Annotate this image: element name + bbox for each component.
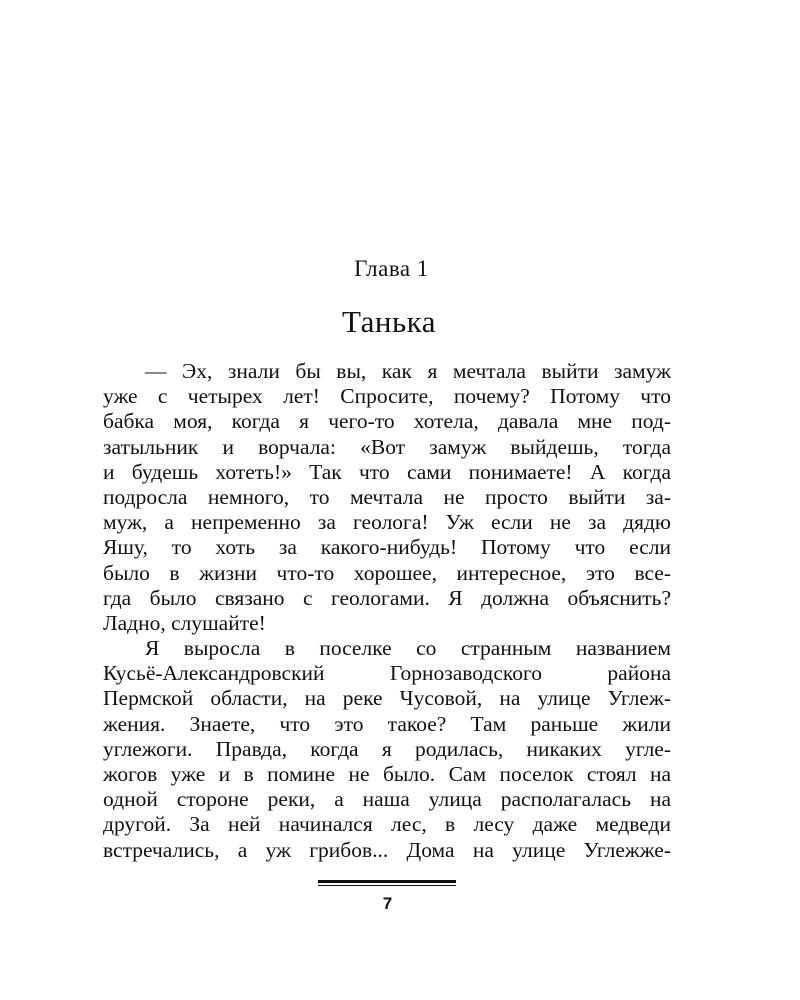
text-line: встречались, а уж грибов... Дома на улице Углежже- <box>103 837 671 862</box>
footer-rule <box>318 880 456 886</box>
text-line: подросла немного, то мечтала не просто выйти за- <box>103 484 671 509</box>
text-line: гда было связано с геологами. Я должна объяснить? <box>103 585 671 610</box>
text-line: Ладно, слушайте! <box>103 610 266 635</box>
text-line: Яшу, то хоть за какого-нибудь! Потому что если <box>103 535 671 560</box>
text-line: и будешь хотеть!» Так что сами понимаете! А когда <box>103 459 671 484</box>
text-line: — Эх, знали бы вы, как я мечтала выйти замуж <box>145 359 671 383</box>
text-line: другой. За ней начинался лес, в лесу даже медведи <box>103 812 671 837</box>
footer-rule-thick <box>318 880 456 883</box>
text-line: бабка моя, когда я чего-то хотела, давала мне под- <box>103 409 671 434</box>
text-line: уже с четырех лет! Спросите, почему? Потому что <box>103 384 671 409</box>
text-line: муж, а непременно за геолога! Уж если не за дядю <box>103 510 671 535</box>
text-line: Я выросла в поселке со странным названием <box>145 636 671 661</box>
text-line: затыльник и ворчала: «Вот замуж выйдешь, тогда <box>103 434 671 459</box>
text-line: одной стороне реки, а наша улица располагалась на <box>103 787 671 812</box>
text-line: жения. Знаете, что это такое? Там раньше жили <box>103 711 671 736</box>
text-line: Кусьё-Александровский Горнозаводского района <box>103 661 671 686</box>
footer-rule-thin <box>318 885 456 886</box>
chapter-label: Глава 1 <box>354 256 429 281</box>
page-number: 7 <box>382 894 393 913</box>
text-line: углежоги. Правда, когда я родилась, никаких угле- <box>103 736 671 761</box>
text-line: Пермской области, на реке Чусовой, на улице Углеж- <box>103 686 671 711</box>
text-line: жогов уже и в помине не было. Сам поселок стоял на <box>103 762 671 786</box>
text-line: было в жизни что-то хорошее, интересное, это все- <box>103 560 671 585</box>
body-text <box>103 359 671 863</box>
chapter-title: Танька <box>341 304 436 339</box>
